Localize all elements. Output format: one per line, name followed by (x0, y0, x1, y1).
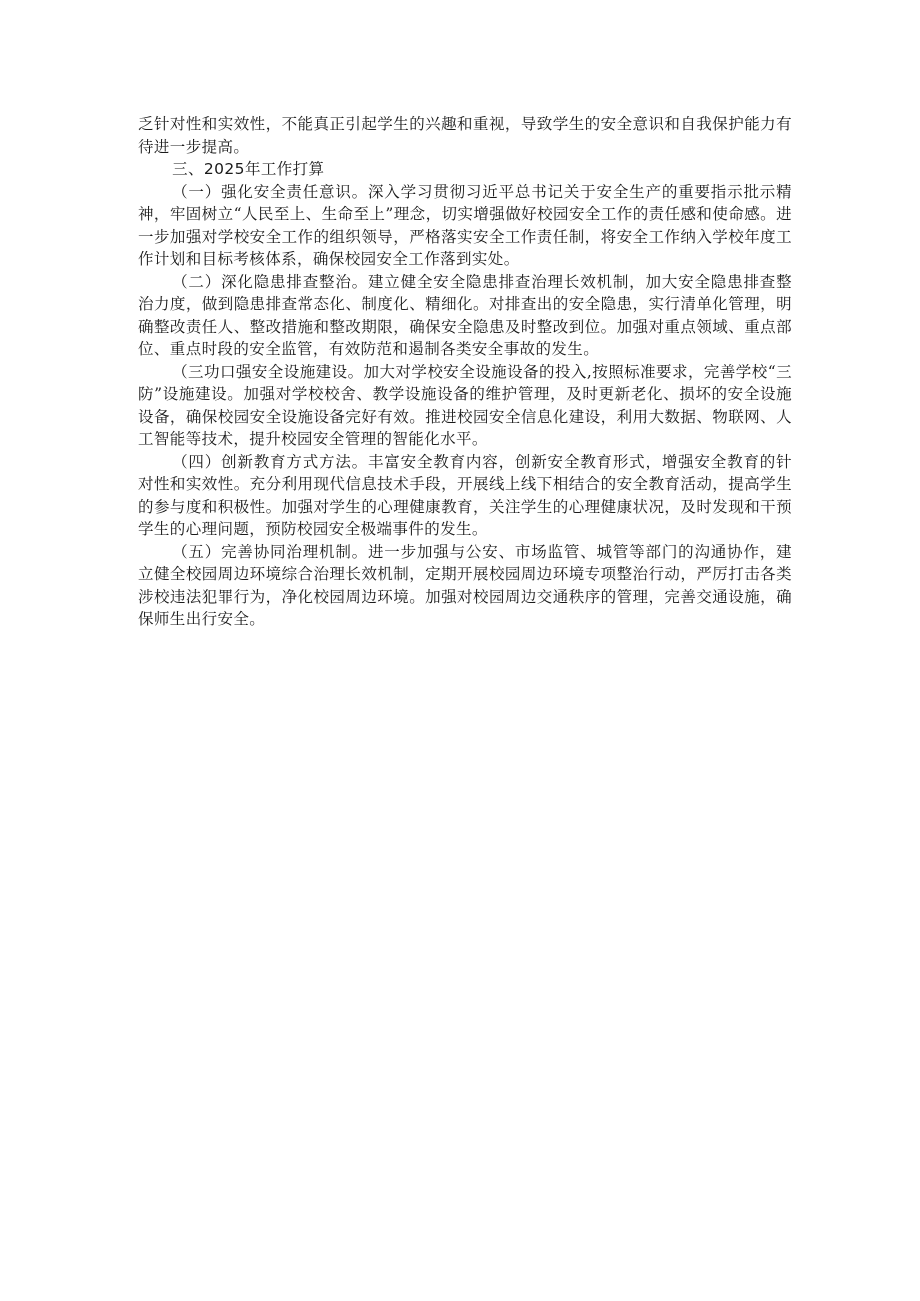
section-heading: 三、2025年工作打算 (172, 160, 325, 178)
document-body (138, 113, 792, 631)
paragraph-item-5: （五）完善协同治理机制。进一步加强与公安、市场监管、城管等部门的沟通协作，建立健全校园周边环境综合治理长效机制，定期开展校园周边环境专项整治行动，严厉打击各类涉校违法犯罪行为，净化校园周边环境。加强对校园周边交通秩序的管理，完善交通设施，确保师生出行安全。 (138, 542, 792, 628)
paragraph-continuation: 乏针对性和实效性，不能真正引起学生的兴趣和重视，导致学生的安全意识和自我保护能力有待进一步提高。 (138, 115, 792, 156)
paragraph-item-4: （四）创新教育方式方法。丰富安全教育内容，创新安全教育形式，增强安全教育的针对性和实效性。充分利用现代信息技术手段，开展线上线下相结合的安全教育活动，提高学生的参与度和积极性。加强对学生的心理健康教育，关注学生的心理健康状况，及时发现和干预学生的心理问题，预防校园安全极端事件的发生。 (138, 452, 792, 538)
paragraph-item-1: （一）强化安全责任意识。深入学习贯彻习近平总书记关于安全生产的重要指示批示精神，牢固树立“人民至上、生命至上”理念，切实增强做好校园安全工作的责任感和使命感。进一步加强对学校安全工作的组织领导，严格落实安全工作责任制，将安全工作纳入学校年度工作计划和目标考核体系，确保校园安全工作落到实处。 (138, 182, 792, 268)
paragraph-item-2: （二）深化隐患排查整治。建立健全安全隐患排查治理长效机制，加大安全隐患排查整治力度，做到隐患排查常态化、制度化、精细化。对排查出的安全隐患，实行清单化管理，明确整改责任人、整改措施和整改期限，确保安全隐患及时整改到位。加强对重点领域、重点部位、重点时段的安全监管，有效防范和遏制各类安全事故的发生。 (138, 272, 792, 358)
paragraph-item-3: （三功口强安全设施建设。加大对学校安全设施设备的投入,按照标准要求，完善学校“三防”设施建设。加强对学校校舍、教学设施设备的维护管理，及时更新老化、损坏的安全设施设备，确保校园安全设施设备完好有效。推进校园安全信息化建设，利用大数据、物联网、人工智能等技术，提升校园安全管理的智能化水平。 (138, 362, 792, 448)
